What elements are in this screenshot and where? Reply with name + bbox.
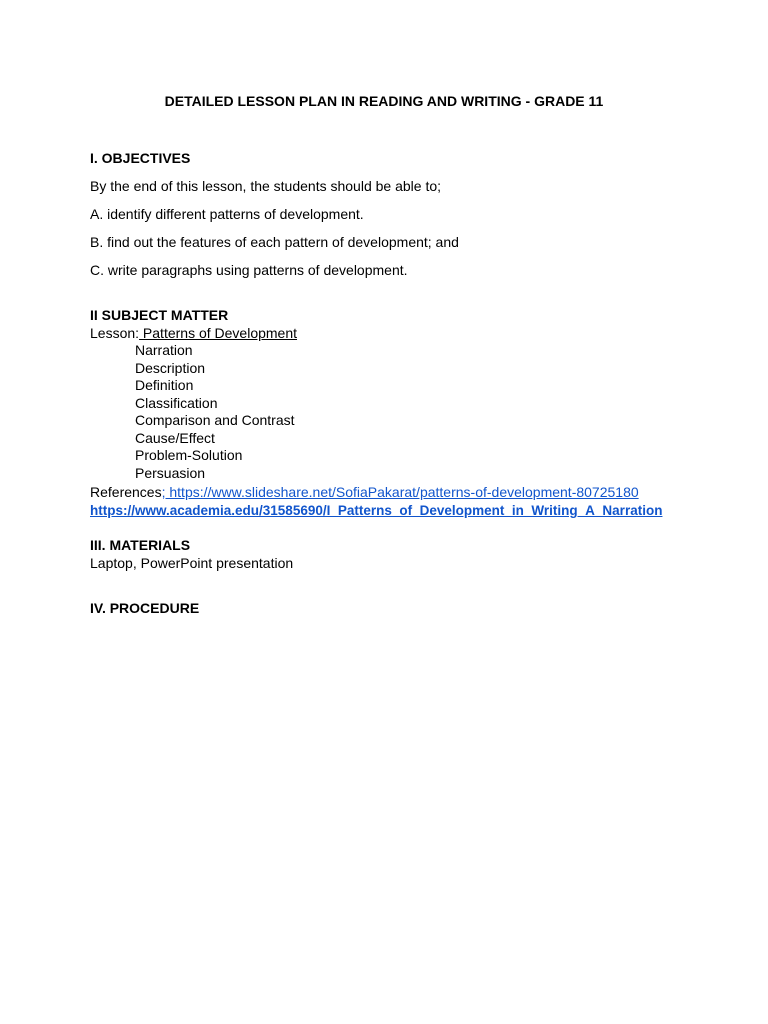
reference-link-slideshare[interactable]: ; https://www.slideshare.net/SofiaPakarat/patterns-of-development-80725180	[161, 484, 639, 500]
lesson-line	[90, 325, 297, 342]
objectives-intro: By the end of this lesson, the students should be able to;	[90, 178, 442, 194]
subject-matter-heading: II SUBJECT MATTER	[90, 307, 229, 323]
document-title: DETAILED LESSON PLAN IN READING AND WRITING - GRADE 11	[164, 93, 604, 109]
pattern-item: Cause/Effect	[135, 430, 215, 446]
references-label: References	[90, 484, 162, 500]
materials-heading: III. MATERIALS	[90, 537, 191, 553]
procedure-heading: IV. PROCEDURE	[90, 600, 200, 616]
lesson-title: Patterns of Development	[139, 325, 298, 341]
objective-item-b: B. find out the features of each pattern of development; and	[90, 234, 459, 250]
pattern-item: Persuasion	[135, 465, 206, 481]
pattern-item: Description	[135, 360, 206, 376]
pattern-item: Comparison and Contrast	[135, 412, 295, 428]
pattern-item: Problem-Solution	[135, 447, 243, 463]
objective-item-c: C. write paragraphs using patterns of development.	[90, 262, 408, 278]
pattern-item: Narration	[135, 342, 193, 358]
pattern-item: Classification	[135, 395, 218, 411]
objective-item-a: A. identify different patterns of development.	[90, 206, 364, 222]
references-line	[90, 484, 639, 501]
lesson-label: Lesson:	[90, 325, 140, 341]
pattern-item: Definition	[135, 377, 194, 393]
reference-link-academia[interactable]: https://www.academia.edu/31585690/I_Patterns_of_Development_in_Writing_A_Narration	[90, 503, 663, 518]
objectives-heading: I. OBJECTIVES	[90, 150, 191, 166]
reference-line-2	[90, 502, 662, 519]
materials-text: Laptop, PowerPoint presentation	[90, 555, 294, 571]
